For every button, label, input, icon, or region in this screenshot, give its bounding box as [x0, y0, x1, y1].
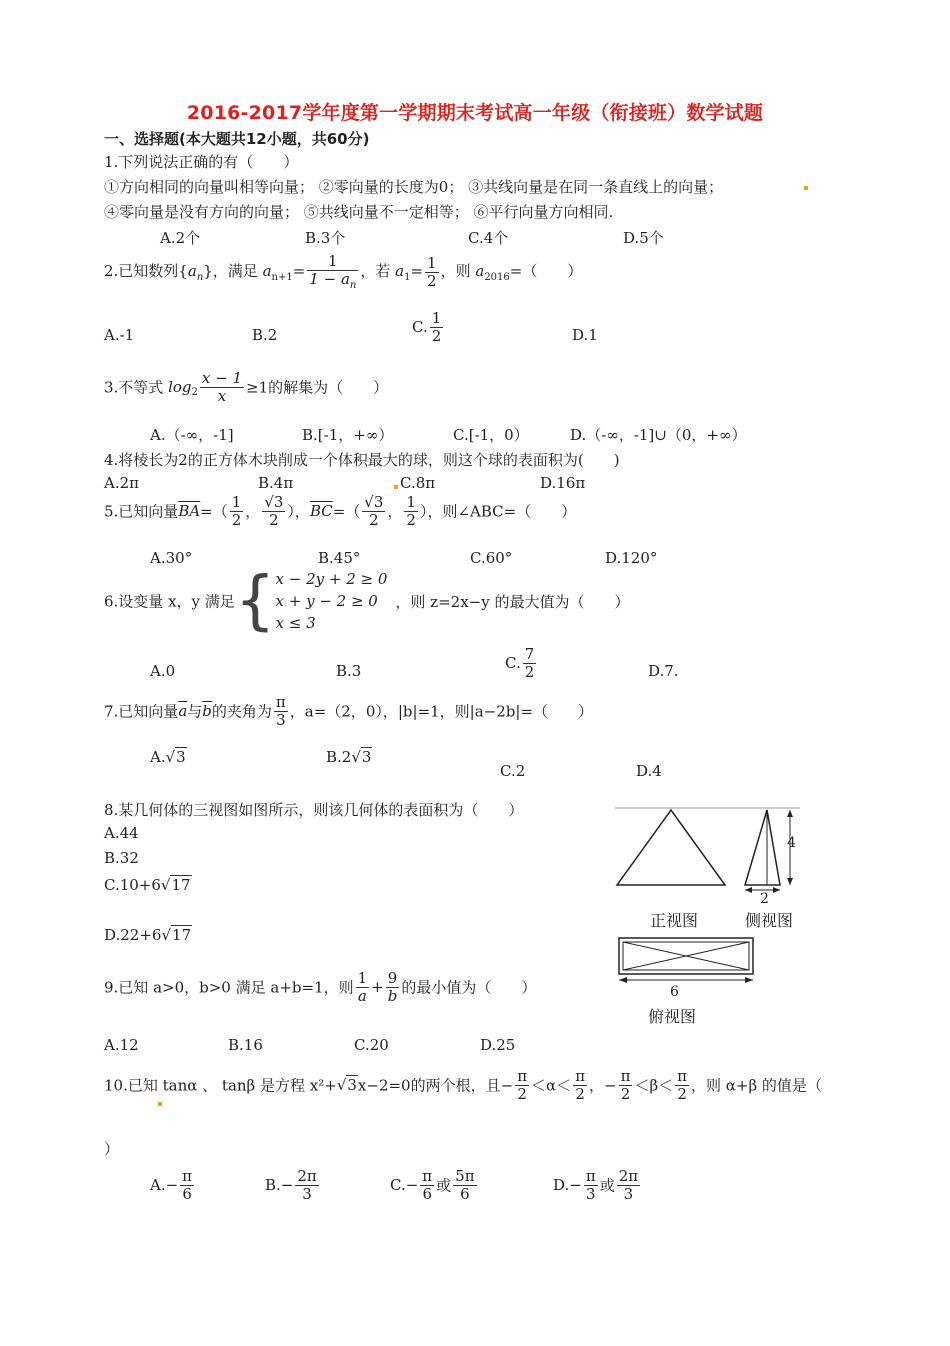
- q7-option-d: D.4: [636, 762, 662, 780]
- q2-fraction: $\frac{1}{1 - a_n}$: [309, 252, 357, 291]
- q8-option-c: C.10+6√17: [104, 876, 191, 894]
- q9-option-d: D.25: [480, 1036, 516, 1054]
- q9-option-a: A.12: [104, 1036, 139, 1054]
- q6-stem: 6.设变量 x，y 满足{ x − 2y + 2 ≥ 0 x + y − 2 ≥ 0 x ≤ 3 ，则 z=2x−y 的最大值为（ ）: [104, 564, 630, 638]
- q3-option-b: B.[-1，+∞）: [302, 426, 394, 444]
- q5-option-b: B.45°: [318, 549, 361, 567]
- q3-option-c: C.[-1，0）: [453, 426, 529, 444]
- q1-option-c: C.4个: [468, 229, 509, 247]
- q10-stem: 10.已知 tanα 、 tanβ 是方程 x²+√3x−2=0的两个根，且− $\frac{\pi}{2}$ ＜α＜ $\frac{\pi}{2}$ ，− $\frac{\pi}{2}$ ＜β＜ $\frac{\pi}{2}$ ，则 α+β 的值是（: [104, 1067, 822, 1103]
- q5-stem: 5.已知向量$\overline{BA}=$（ $\frac{1}{2}$ ， $\frac{√3}{2}$ ），$\overline{BC}=$（ $\frac{√3}{2}$ ， $\frac{1}{2}$ ），则∠ABC=（ ）: [104, 493, 577, 529]
- side-view-label: 侧视图: [745, 911, 794, 930]
- q9-option-b: B.16: [228, 1036, 263, 1054]
- q4-option-c: C.8π: [400, 474, 436, 492]
- q5-option-d: D.120°: [605, 549, 658, 567]
- q6-option-b: B.3: [336, 662, 362, 680]
- q6-option-a: A.0: [150, 662, 176, 680]
- q7-option-b: B.2√3: [326, 748, 372, 766]
- q5-option-a: A.30°: [150, 549, 193, 567]
- q6-constraint-system: x − 2y + 2 ≥ 0 x + y − 2 ≥ 0 x ≤ 3: [275, 570, 388, 632]
- q6-option-d: D.7.: [648, 662, 679, 680]
- q8-option-d: D.22+6√17: [104, 926, 192, 944]
- q7-option-c: C.2: [500, 762, 526, 780]
- q2-option-a: A.-1: [104, 326, 135, 344]
- q10-option-b: B.− $\frac{2\pi}{3}$: [265, 1167, 317, 1203]
- page-title: 2016-2017学年度第一学期期末考试高一年级（衔接班）数学试题: [186, 102, 764, 124]
- q4-option-d: D.16π: [540, 474, 586, 492]
- front-view-triangle: [617, 810, 725, 885]
- q4-option-a: A.2π: [104, 474, 140, 492]
- dim-side-width-label: 2: [760, 891, 769, 907]
- q1-line1: ①方向相同的向量叫相等向量； ②零向量的长度为0； ③共线向量是在同一条直线上的向量；: [104, 178, 724, 196]
- q3-option-a: A.（-∞，-1]: [150, 426, 234, 444]
- q1-stem: 1.下列说法正确的有（ ）: [104, 153, 299, 171]
- q1-option-d: D.5个: [623, 229, 664, 247]
- q5-option-c: C.60°: [470, 549, 513, 567]
- scan-mark: [158, 1102, 162, 1106]
- scan-mark: [804, 186, 808, 190]
- q8-option-b: B.32: [104, 849, 139, 867]
- front-view-label: 正视图: [650, 911, 699, 930]
- q9-stem: 9.已知 a>0，b>0 满足 a+b=1，则 $\frac{1}{a}$ + $\frac{9}{b}$ 的最小值为（ ）: [104, 969, 537, 1005]
- q2-option-b: B.2: [252, 326, 278, 344]
- q1-option-a: A.2个: [160, 229, 201, 247]
- dim-top-width-label: 6: [670, 984, 679, 1000]
- q4-stem: 4.将棱长为2的正方体木块削成一个体积最大的球，则这个球的表面积为( ): [104, 451, 620, 469]
- q1-option-b: B.3个: [305, 229, 346, 247]
- q2-option-d: D.1: [572, 326, 598, 344]
- q8-option-a: A.44: [104, 824, 139, 842]
- q8-stem: 8.某几何体的三视图如图所示，则该几何体的表面积为（ ）: [104, 801, 524, 819]
- q9-option-c: C.20: [354, 1036, 389, 1054]
- dim-height-label: 4: [787, 835, 796, 851]
- q3-stem: 3.不等式 $\log_2$ $\frac{x - 1}{x}$ ≥1的解集为（ ）: [104, 369, 389, 405]
- q10-option-c: C.− $\frac{\pi}{6}$ 或 $\frac{5\pi}{6}$: [390, 1167, 475, 1203]
- scan-mark: [394, 485, 398, 489]
- top-view-label: 俯视图: [648, 1007, 697, 1026]
- side-view-triangle: [745, 810, 780, 885]
- q7-option-a: A.√3: [150, 748, 186, 766]
- q4-option-b: B.4π: [258, 474, 294, 492]
- q1-line2: ④零向量是没有方向的向量； ⑤共线向量不一定相等； ⑥平行向量方向相同.: [104, 203, 614, 221]
- q2-stem: 2.已知数列$\{a_n\}$，满足 $a_{n+1}=$ $\frac{1}{1 - a_n}$ ，若 $a_1=$ $\frac{1}{2}$ ，则 $a_{2016}=$（ ）: [104, 252, 583, 291]
- q2-option-c: C. $\frac{1}{2}$: [412, 309, 442, 345]
- q7-stem: 7.已知向量$\overline{a}$与$\overline{b}$的夹角为 $\frac{\pi}{3}$ ，a=（2，0），|b|=1，则|a−2b|=（ ）: [104, 693, 594, 729]
- q10-option-a: A.− $\frac{\pi}{6}$: [150, 1167, 193, 1203]
- q6-option-c: C. $\frac{7}{2}$: [505, 645, 535, 681]
- q3-option-d: D.（-∞，-1]∪（0，+∞）: [570, 426, 747, 444]
- section-heading: 一、选择题(本大题共12小题，共60分): [104, 130, 370, 148]
- q10-close-paren: ）: [104, 1140, 120, 1158]
- q10-option-d: D.− $\frac{\pi}{3}$ 或 $\frac{2\pi}{3}$: [553, 1167, 639, 1203]
